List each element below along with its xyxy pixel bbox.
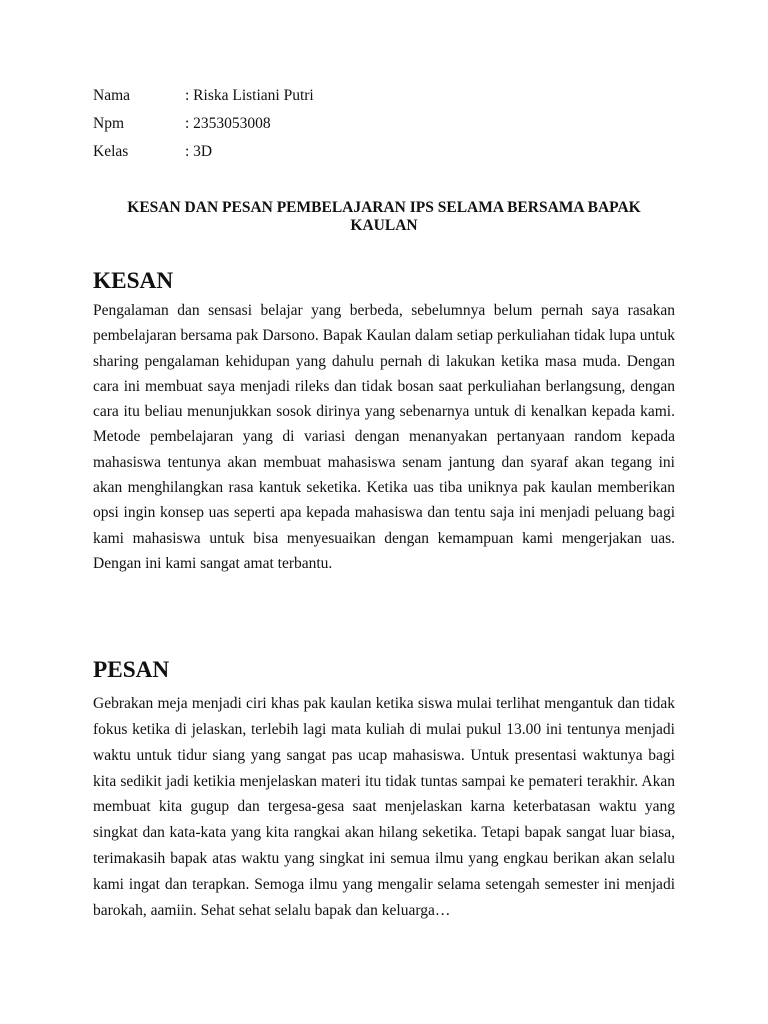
- info-value: : 3D: [185, 143, 213, 160]
- pesan-paragraph: Gebrakan meja menjadi ciri khas pak kaulan ketika siswa mulai terlihat mengantuk dan tidak fokus ketika di jelaskan, terlebih lagi mata kuliah di mulai pukul 13.00 ini tentunya menjadi waktu untuk tidur siang yang sangat pas ucap mahasiswa. Untuk presentasi waktunya bagi kita sedikit jadi ketikia menjelaskan materi itu tidak tuntas sampai ke pemateri terakhir. Akan membuat kita gugup dan tergesa-gesa saat menjelaskan karna keterbatasan waktu yang singkat dan kata-kata yang kita rangkai akan hilang seketika. Tetapi bapak sangat luar biasa, terimakasih bapak atas waktu yang singkat ini semua ilmu yang engkau berikan akan selalu kami ingat dan terapkan. Semoga ilmu yang mengalir selama setengah semester ini menjadi barokah, aamiin. Sehat sehat selalu bapak dan keluarga…: [93, 695, 675, 919]
- info-label: Nama: [93, 87, 131, 104]
- info-label: Npm: [93, 115, 124, 132]
- document-title: KESAN DAN PESAN PEMBELAJARAN IPS SELAMA BERSAMA BAPAK KAULAN: [127, 199, 641, 234]
- pesan-heading: PESAN: [93, 657, 170, 684]
- document-page: [93, 85, 675, 923]
- student-info: [93, 85, 675, 169]
- info-value: : 2353053008: [185, 115, 271, 132]
- info-row-kelas: [93, 141, 675, 169]
- kesan-heading: KESAN: [93, 268, 174, 294]
- info-value: : Riska Listiani Putri: [185, 87, 314, 104]
- info-row-npm: [93, 113, 675, 141]
- info-row-nama: [93, 85, 675, 113]
- info-label: Kelas: [93, 143, 129, 160]
- kesan-paragraph: Pengalaman dan sensasi belajar yang berbeda, sebelumnya belum pernah saya rasakan pembelajaran bersama pak Darsono. Bapak Kaulan dalam setiap perkuliahan tidak lupa untuk sharing pengalaman kehidupan yang dahulu pernah di lakukan ketika masa muda. Dengan cara ini membuat saya menjadi rileks dan tidak bosan saat perkuliahan berlangsung, dengan cara itu beliau menunjukkan sosok dirinya yang sebenarnya untuk di kenalkan kepada kami. Metode pembelajaran yang di variasi dengan menanyakan pertanyaan random kepada mahasiswa tentunya akan membuat mahasiswa senam jantung dan syaraf akan tegang ini akan menghilangkan rasa kantuk seketika. Ketika uas tiba uniknya pak kaulan memberikan opsi ingin konsep uas seperti apa kepada mahasiswa dan tentu saja ini menjadi peluang bagi kami mahasiswa untuk bisa menyesuaikan dengan kemampuan kami mengerjakan uas. Dengan ini kami sangat amat terbantu.: [93, 302, 675, 572]
